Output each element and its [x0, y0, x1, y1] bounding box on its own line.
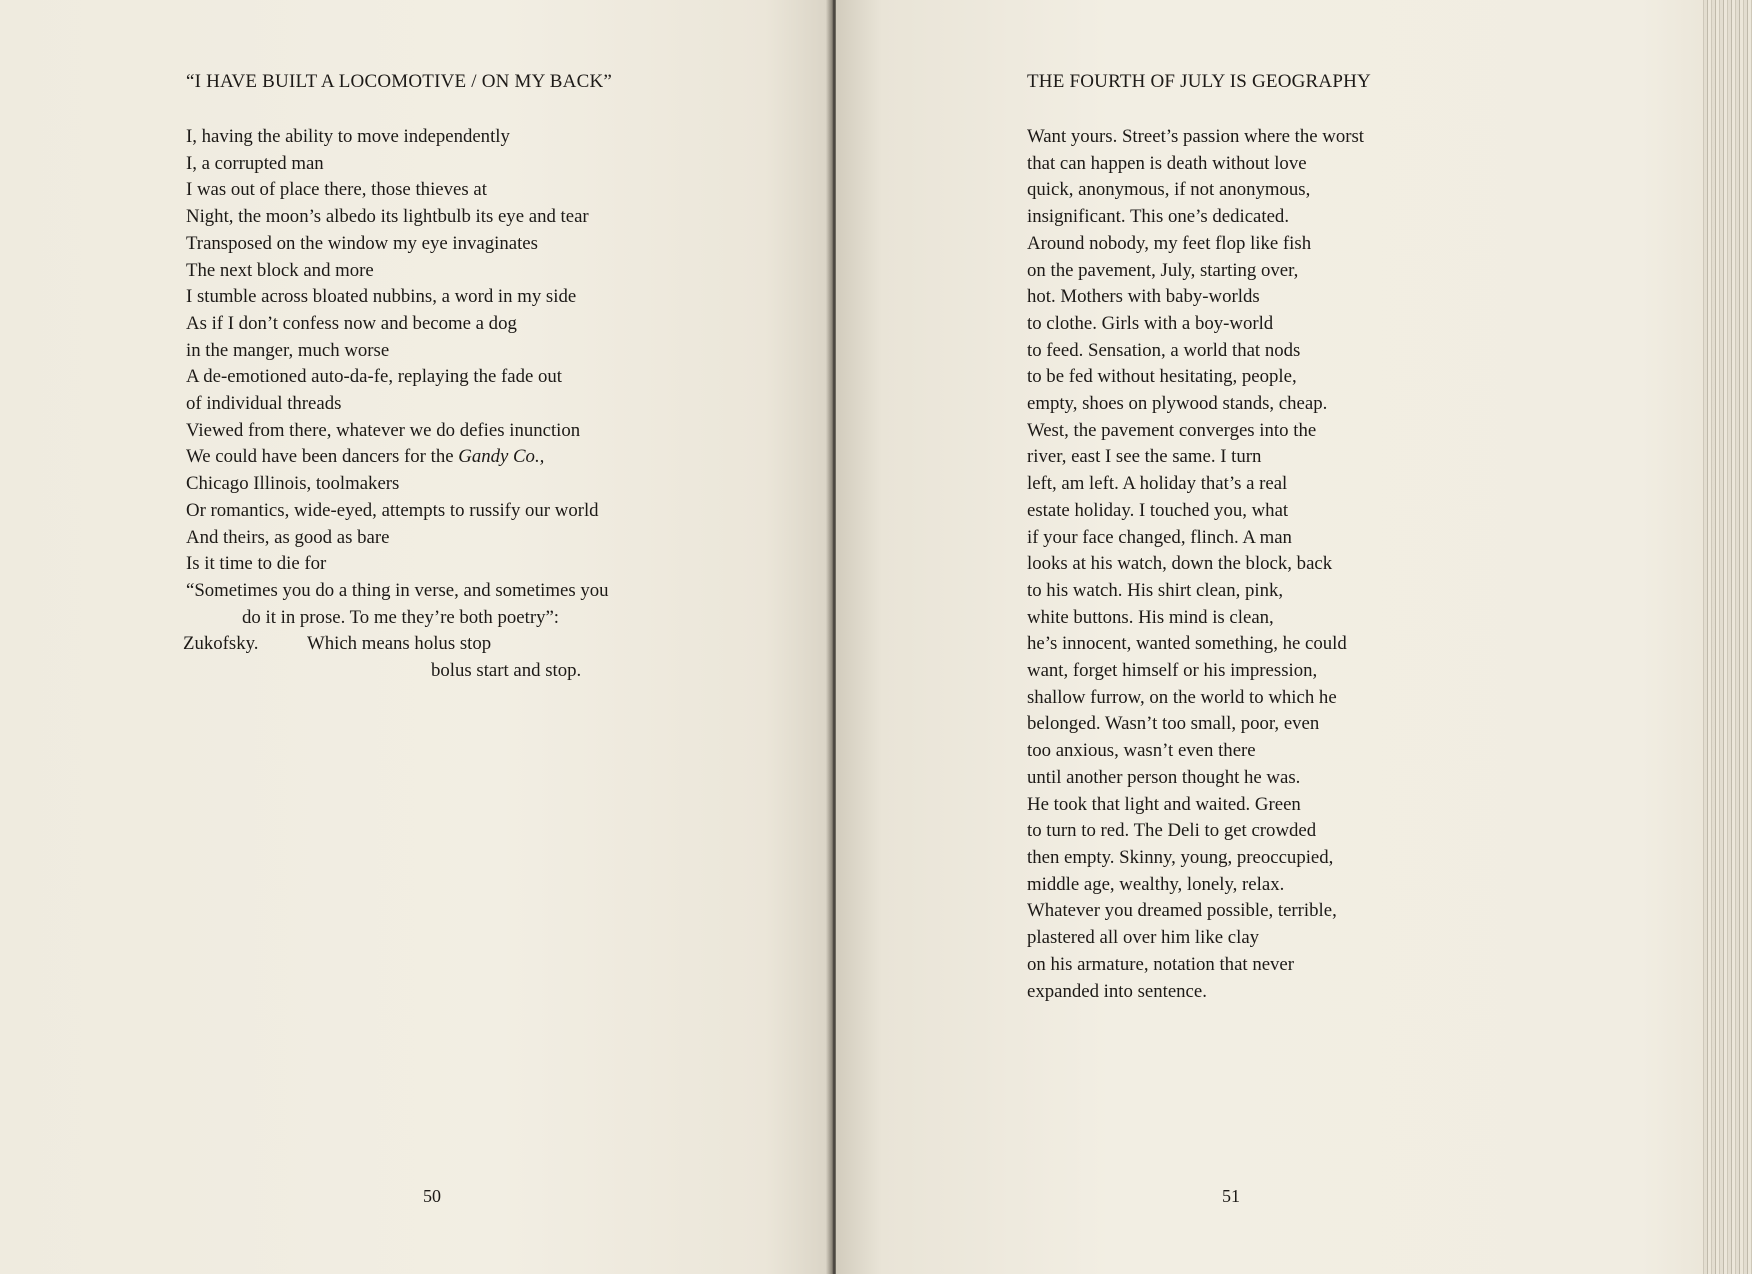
page-number-right: 51: [1222, 1186, 1240, 1206]
poem-line: “Sometimes you do a thing in verse, and sometimes you: [186, 579, 609, 601]
poem-line: I, a corrupted man: [186, 152, 324, 174]
poem-line: then empty. Skinny, young, preoccupied,: [1027, 846, 1334, 868]
poem-line: shallow furrow, on the world to which he: [1027, 686, 1337, 708]
poem-line: want, forget himself or his impression,: [1027, 660, 1318, 682]
page-number-left: 50: [423, 1186, 441, 1206]
poem-line-text: Which means holus stop: [307, 633, 492, 655]
poem-line: on his armature, notation that never: [1027, 953, 1295, 975]
poem-line: Transposed on the window my eye invaginates: [186, 232, 538, 254]
poem-line: empty, shoes on plywood stands, cheap.: [1027, 393, 1328, 415]
poem-line: if your face changed, flinch. A man: [1027, 526, 1292, 548]
poem-line: [186, 444, 609, 471]
poem-line: in the manger, much worse: [186, 339, 390, 361]
poem-line: Or romantics, wide-eyed, attempts to russify our world: [186, 499, 599, 521]
poem-line: left, am left. A holiday that’s a real: [1027, 473, 1288, 495]
poem-line: I, having the ability to move independently: [186, 126, 510, 147]
poem-line: middle age, wealthy, lonely, relax.: [1027, 873, 1285, 895]
left-poem-title: “I HAVE BUILT A LOCOMOTIVE / ON MY BACK”: [186, 71, 612, 92]
poem-line: looks at his watch, down the block, back: [1027, 553, 1333, 575]
poem-line: Whatever you dreamed possible, terrible,: [1027, 900, 1337, 922]
poem-line: insignificant. This one’s dedicated.: [1027, 206, 1290, 228]
poem-line: expanded into sentence.: [1027, 980, 1207, 1002]
poem-line-text: We could have been dancers for the: [186, 446, 459, 468]
poem-line: river, east I see the same. I turn: [1027, 446, 1262, 468]
poem-line: to turn to red. The Deli to get crowded: [1027, 820, 1317, 842]
left-poem-body: [183, 124, 609, 685]
poem-line: [183, 631, 609, 658]
page-edges: [1700, 0, 1752, 1274]
poem-line: Is it time to die for: [186, 553, 327, 575]
poem-line: white buttons. His mind is clean,: [1027, 606, 1274, 628]
poem-line-indented: bolus start and stop.: [431, 660, 582, 682]
poem-line: until another person thought he was.: [1027, 766, 1301, 788]
left-page: [0, 0, 832, 1274]
poem-line: that can happen is death without love: [1027, 152, 1307, 174]
italic-company-name: Gandy Co.,: [458, 446, 545, 468]
poem-line: And theirs, as good as bare: [186, 526, 390, 548]
poem-line-author: Zukofsky.: [183, 633, 259, 655]
poem-line: As if I don’t confess now and become a dog: [186, 312, 517, 334]
poem-line: West, the pavement converges into the: [1027, 419, 1317, 441]
poem-line: to feed. Sensation, a world that nods: [1027, 339, 1301, 361]
poem-line: plastered all over him like clay: [1027, 927, 1260, 949]
poem-line: Night, the moon’s albedo its lightbulb its eye and tear: [186, 206, 589, 228]
poem-line: to his watch. His shirt clean, pink,: [1027, 579, 1284, 601]
poem-line: of individual threads: [186, 393, 342, 415]
poem-line: quick, anonymous, if not anonymous,: [1027, 179, 1311, 201]
poem-line: hot. Mothers with baby-worlds: [1027, 286, 1260, 308]
poem-line: The next block and more: [186, 259, 374, 281]
poem-line: too anxious, wasn’t even there: [1027, 740, 1256, 762]
poem-line: on the pavement, July, starting over,: [1027, 259, 1299, 281]
poem-line: I was out of place there, those thieves at: [186, 179, 487, 201]
poem-line: he’s innocent, wanted something, he could: [1027, 633, 1347, 655]
poem-line: I stumble across bloated nubbins, a word in my side: [186, 286, 577, 308]
poem-line: to clothe. Girls with a boy-world: [1027, 312, 1274, 334]
poem-line: Viewed from there, whatever we do defies inunction: [186, 419, 581, 441]
poem-line: to be fed without hesitating, people,: [1027, 366, 1297, 388]
poem-line: Around nobody, my feet flop like fish: [1027, 232, 1312, 254]
poem-line: A de-emotioned auto-da-fe, replaying the fade out: [186, 366, 563, 388]
poem-line-indented: do it in prose. To me they’re both poetry”:: [242, 606, 560, 628]
poem-line: belonged. Wasn’t too small, poor, even: [1027, 713, 1320, 735]
poem-line: estate holiday. I touched you, what: [1027, 499, 1289, 521]
poem-line: Want yours. Street’s passion where the worst: [1027, 126, 1365, 147]
poem-line: Chicago Illinois, toolmakers: [186, 473, 400, 495]
poem-line: He took that light and waited. Green: [1027, 793, 1301, 815]
right-page: [836, 0, 1752, 1274]
right-poem-title: THE FOURTH OF JULY IS GEOGRAPHY: [1027, 71, 1371, 92]
right-poem-body: [1027, 124, 1364, 1005]
